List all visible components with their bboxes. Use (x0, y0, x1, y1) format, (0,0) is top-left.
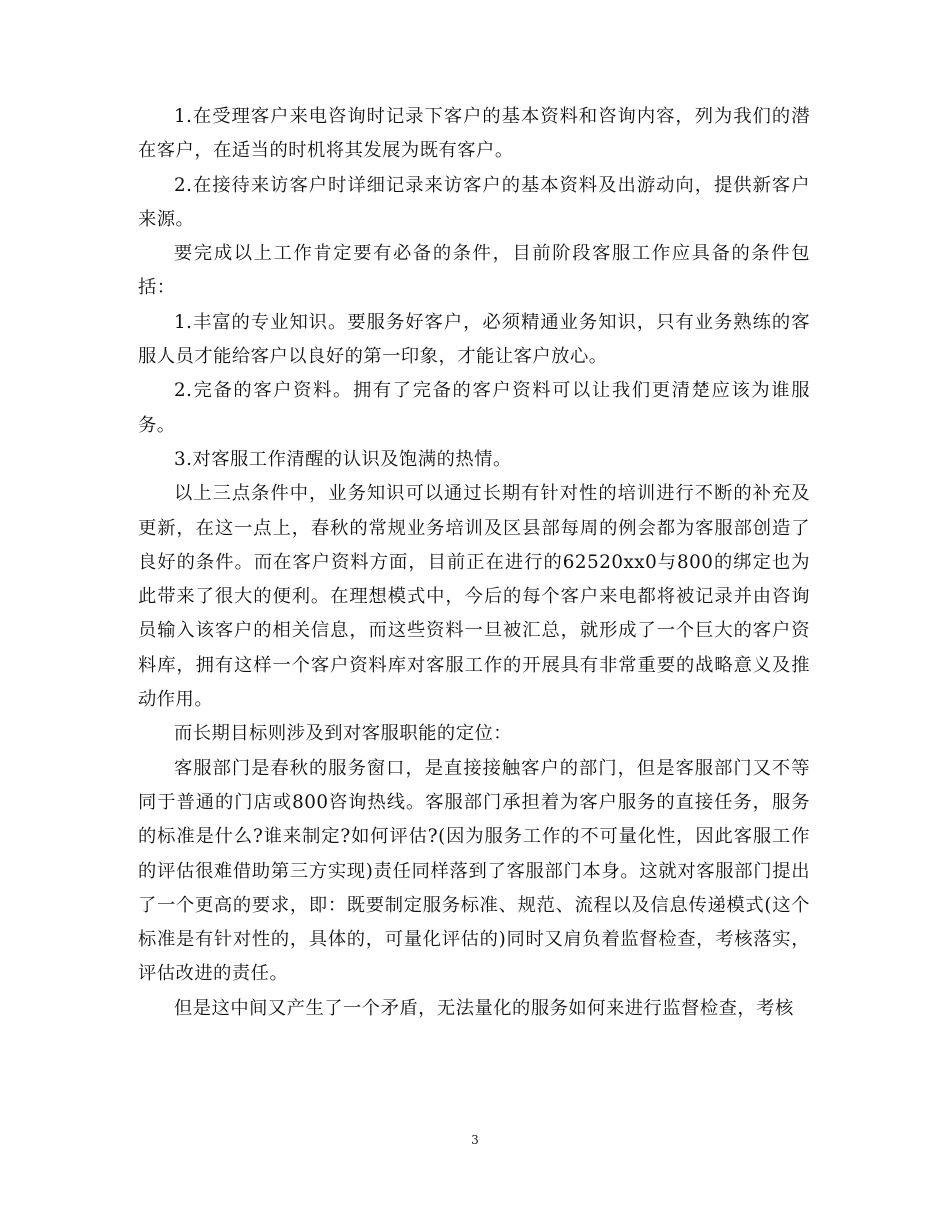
paragraph-1: 1.在受理客户来电咨询时记录下客户的基本资料和咨询内容，列为我们的潜在客户，在适当的时机将其发展为既有客户。 (138, 106, 810, 162)
paragraph-4: 1.丰富的专业知识。要服务好客户，必须精通业务知识，只有业务熟练的客服人员才能给客户以良好的第一印象，才能让客户放心。 (138, 311, 810, 368)
paragraph-6: 3.对客服工作清醒的认识及饱满的热情。 (174, 448, 512, 470)
paragraph-5: 2.完备的客户资料。拥有了完备的客户资料可以让我们更清楚应该为谁服务。 (138, 380, 810, 436)
paragraph-2: 2.在接待来访客户时详细记录来访客户的基本资料及出游动向，提供新客户来源。 (138, 174, 810, 230)
paragraph-9: 客服部门是春秋的服务窗口，是直接接触客户的部门，但是客服部门又不等同于普通的门店或800咨询热线。客服部门承担着为客户服务的直接任务，服务的标准是什么?谁来制定?如何评估?(因为服务工作的不可量化性，因此客服工作的评估很难借助第三方实现)责任同样落到了客服部门本身。这就对客服部门提出了一个更高的要求，即：既要制定服务标准、规范、流程以及信息传递模式(这个标准是有针对性的，具体的，可量化评估的)同时又肩负着监督检查，考核落实，评估改进的责任。 (138, 757, 810, 985)
paragraph-3: 要完成以上工作肯定要有必备的条件，目前阶段客服工作应具备的条件包括： (138, 243, 810, 299)
page-number: 3 (471, 1133, 479, 1147)
paragraph-10: 但是这中间又产生了一个矛盾，无法量化的服务如何来进行监督检查，考核 (174, 997, 794, 1019)
paragraph-7: 以上三点条件中，业务知识可以通过长期有针对性的培训进行不断的补充及更新，在这一点上，春秋的常规业务培训及区县部每周的例会都为客服部创造了良好的条件。而在客户资料方面，目前正在进行的62520xx0与800的绑定也为此带来了很大的便利。在理想模式中，今后的每个客户来电都将被记录并由咨询员输入该客户的相关信息，而这些资料一旦被汇总，就形成了一个巨大的客户资料库，拥有这样一个客户资料库对客服工作的开展具有非常重要的战略意义及推动作用。 (138, 483, 810, 711)
paragraph-8: 而长期目标则涉及到对客服职能的定位： (174, 723, 513, 745)
document-body (138, 100, 810, 1026)
